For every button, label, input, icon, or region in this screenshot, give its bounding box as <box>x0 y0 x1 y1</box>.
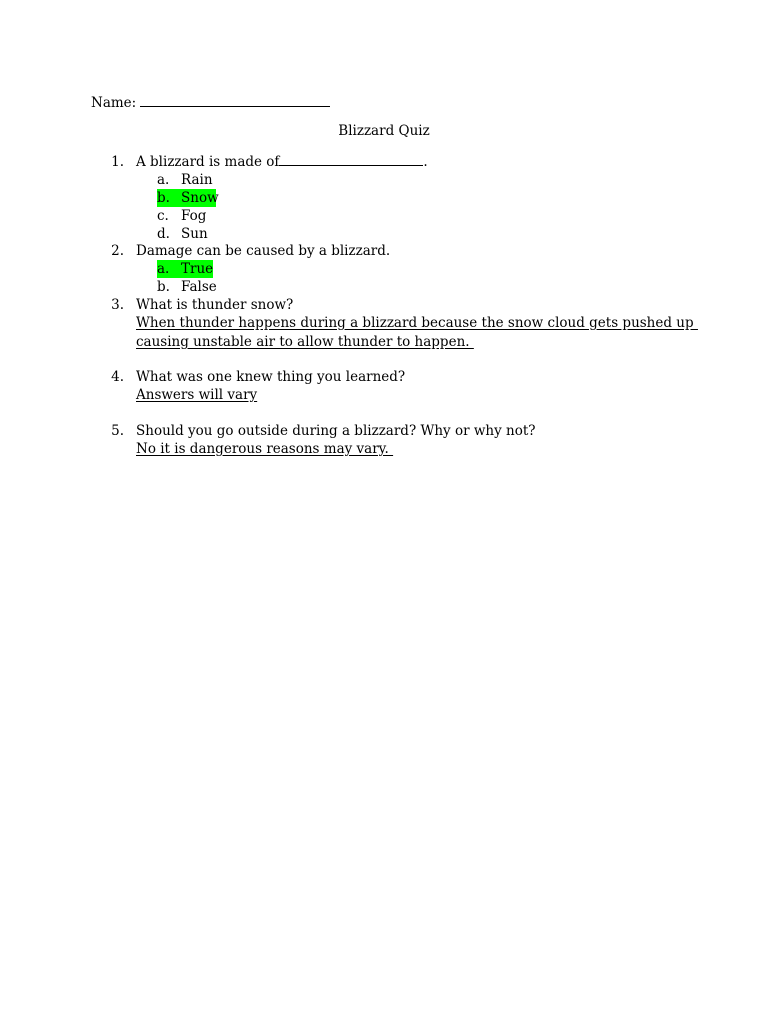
option-letter: b. <box>157 279 170 295</box>
question-1-text-before: A blizzard is made of <box>136 154 280 170</box>
question-1-option-a <box>0 171 768 189</box>
option-text: False <box>181 279 217 295</box>
question-4-answer <box>0 386 768 404</box>
question-1-option-b <box>0 189 768 207</box>
name-label: Name: <box>91 95 137 111</box>
question-2-text: Damage can be caused by a blizzard. <box>136 243 391 259</box>
question-3 <box>0 296 768 314</box>
question-4-text: What was one knew thing you learned? <box>136 369 406 385</box>
question-1-blank <box>279 153 423 166</box>
answer-text: When thunder happens during a blizzard because the snow cloud gets pushed up <box>136 315 698 331</box>
question-5-answer <box>0 440 768 458</box>
question-4-number: 4. <box>111 369 124 385</box>
option-letter: b. <box>157 190 170 206</box>
question-5-text: Should you go outside during a blizzard? Why or why not? <box>136 423 536 439</box>
option-text: Sun <box>181 226 208 242</box>
option-text: Snow <box>181 190 219 206</box>
question-1-option-c <box>0 207 768 225</box>
quiz-title: Blizzard Quiz <box>338 123 430 139</box>
question-3-answer-line-1 <box>0 314 768 332</box>
question-2-option-a <box>0 260 768 278</box>
answer-text: Answers will vary <box>136 387 258 403</box>
option-letter: c. <box>157 208 169 224</box>
question-3-text: What is thunder snow? <box>136 297 294 313</box>
question-1 <box>0 153 768 171</box>
option-letter: a. <box>157 261 170 277</box>
option-letter: a. <box>157 172 170 188</box>
question-4 <box>0 368 768 386</box>
question-2 <box>0 242 768 260</box>
question-3-number: 3. <box>111 297 124 313</box>
question-1-option-d <box>0 225 768 243</box>
option-text: Fog <box>181 208 207 224</box>
question-1-number: 1. <box>111 154 124 170</box>
option-text: True <box>181 261 214 277</box>
name-field-row <box>91 94 330 111</box>
question-1-text <box>136 153 428 171</box>
question-3-answer-line-2 <box>0 333 768 351</box>
option-text: Rain <box>181 172 213 188</box>
name-blank-line <box>140 94 330 107</box>
question-5-number: 5. <box>111 423 124 439</box>
answer-text: No it is dangerous reasons may vary. <box>136 441 394 457</box>
question-5 <box>0 422 768 440</box>
question-2-option-b <box>0 278 768 296</box>
question-2-number: 2. <box>111 243 124 259</box>
answer-text: causing unstable air to allow thunder to happen. <box>136 334 474 350</box>
option-letter: d. <box>157 226 170 242</box>
question-1-text-after: . <box>423 154 428 170</box>
